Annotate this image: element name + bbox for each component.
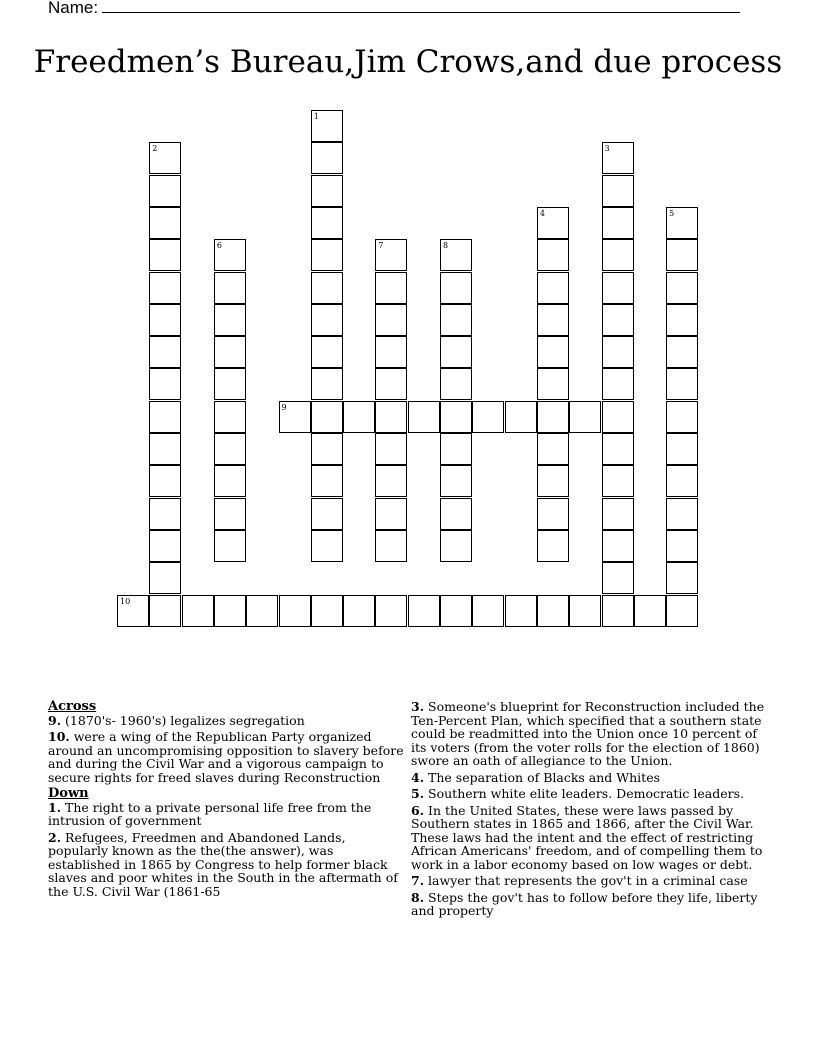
grid-cell[interactable]	[440, 433, 472, 465]
down-clue	[411, 771, 771, 785]
grid-cell[interactable]	[375, 272, 407, 304]
down-clue	[411, 787, 771, 801]
grid-cell[interactable]	[440, 304, 472, 336]
grid-cell[interactable]	[569, 401, 601, 433]
grid-cell[interactable]	[472, 401, 504, 433]
grid-cell[interactable]	[537, 401, 569, 433]
clue-number: 8.	[411, 889, 425, 905]
grid-cell[interactable]	[666, 304, 698, 336]
cell-number: 5	[669, 208, 675, 218]
grid-cell[interactable]	[440, 239, 472, 271]
grid-cell[interactable]	[666, 465, 698, 497]
grid-cell[interactable]	[311, 239, 343, 271]
grid-cell[interactable]	[149, 498, 181, 530]
across-heading: Across	[48, 699, 97, 714]
grid-cell[interactable]	[472, 595, 504, 627]
grid-cell[interactable]	[440, 272, 472, 304]
grid-cell[interactable]	[408, 401, 440, 433]
cell-number: 2	[152, 144, 158, 154]
grid-cell[interactable]	[149, 336, 181, 368]
cell-number: 4	[539, 208, 545, 218]
grid-cell[interactable]	[149, 562, 181, 594]
grid-cell[interactable]	[505, 401, 537, 433]
grid-cell[interactable]	[375, 595, 407, 627]
grid-cell[interactable]	[375, 530, 407, 562]
grid-cell[interactable]	[311, 498, 343, 530]
grid-cell[interactable]	[537, 530, 569, 562]
across-clue	[48, 730, 408, 784]
grid-cell[interactable]	[375, 336, 407, 368]
grid-cell[interactable]	[666, 498, 698, 530]
clue-number: 9.	[48, 712, 62, 728]
grid-cell[interactable]	[246, 595, 278, 627]
grid-cell[interactable]	[666, 433, 698, 465]
grid-cell[interactable]	[311, 142, 343, 174]
clue-text: lawyer that represents the gov't in a criminal case	[428, 873, 748, 888]
grid-cell[interactable]	[537, 304, 569, 336]
grid-cell[interactable]	[149, 595, 181, 627]
clues-left-column	[48, 700, 408, 901]
grid-cell[interactable]	[666, 207, 698, 239]
grid-cell[interactable]	[537, 465, 569, 497]
grid-cell[interactable]	[537, 498, 569, 530]
grid-cell[interactable]	[311, 368, 343, 400]
grid-cell[interactable]	[602, 465, 634, 497]
cell-number: 1	[313, 112, 319, 121]
grid-cell[interactable]	[602, 595, 634, 627]
grid-cell[interactable]	[408, 595, 440, 627]
grid-cell[interactable]	[634, 595, 666, 627]
clue-number: 10.	[48, 729, 70, 744]
page-title: Freedmen’s Bureau,Jim Crows,and due process	[33, 44, 783, 80]
grid-cell[interactable]	[149, 433, 181, 465]
clue-text: Steps the gov't has to follow before they life, liberty and property	[411, 889, 758, 918]
grid-cell[interactable]	[440, 465, 472, 497]
grid-cell[interactable]	[375, 401, 407, 433]
grid-cell[interactable]	[311, 401, 343, 433]
grid-cell[interactable]	[666, 530, 698, 562]
grid-cell[interactable]	[311, 433, 343, 465]
cell-number: 8	[443, 241, 449, 251]
grid-cell[interactable]	[214, 498, 246, 530]
grid-cell[interactable]	[214, 368, 246, 400]
grid-cell[interactable]	[214, 239, 246, 271]
grid-cell[interactable]	[343, 595, 375, 627]
grid-cell[interactable]	[666, 336, 698, 368]
grid-cell[interactable]	[440, 336, 472, 368]
down-heading: Down	[48, 786, 89, 801]
grid-cell[interactable]	[602, 368, 634, 400]
clue-number: 6.	[411, 802, 425, 818]
grid-cell[interactable]	[440, 595, 472, 627]
grid-cell[interactable]	[149, 207, 181, 239]
grid-cell[interactable]	[602, 336, 634, 368]
clue-number: 5.	[411, 786, 425, 801]
grid-cell[interactable]	[279, 401, 311, 433]
grid-cell[interactable]	[214, 465, 246, 497]
grid-cell[interactable]	[311, 465, 343, 497]
grid-cell[interactable]	[375, 498, 407, 530]
grid-cell[interactable]	[375, 465, 407, 497]
cell-number: 9	[281, 402, 287, 412]
grid-cell[interactable]	[182, 595, 214, 627]
grid-cell[interactable]	[440, 530, 472, 562]
grid-cell[interactable]	[602, 207, 634, 239]
down-clue	[411, 891, 771, 918]
grid-cell[interactable]	[537, 368, 569, 400]
grid-cell[interactable]	[149, 175, 181, 207]
grid-cell[interactable]	[214, 433, 246, 465]
clue-number: 7.	[411, 873, 425, 888]
grid-cell[interactable]	[149, 401, 181, 433]
grid-cell[interactable]	[311, 272, 343, 304]
grid-cell[interactable]	[311, 336, 343, 368]
grid-cell[interactable]	[214, 304, 246, 336]
down-clue	[411, 700, 771, 768]
grid-cell[interactable]	[343, 401, 375, 433]
cell-number: 6	[216, 241, 222, 251]
grid-cell[interactable]	[537, 207, 569, 239]
grid-cell[interactable]	[666, 401, 698, 433]
grid-cell[interactable]	[569, 595, 601, 627]
clue-text: were a wing of the Republican Party organized around an uncompromising opposition to slavery before and during the Civil War and a vigorous campaign to secure rights for freed slaves during Reconstruction	[48, 729, 404, 785]
grid-cell[interactable]	[602, 175, 634, 207]
clue-number: 1.	[48, 799, 62, 815]
grid-cell[interactable]	[602, 562, 634, 594]
clue-text: The right to a private personal life free from the intrusion of government	[48, 799, 372, 828]
grid-cell[interactable]	[666, 368, 698, 400]
clues-right-column	[411, 700, 771, 921]
grid-cell[interactable]	[537, 239, 569, 271]
clue-text: Someone's blueprint for Reconstruction included the Ten-Percent Plan, which specified that a southern state could be readmitted into the Union once 10 percent of its voters (from the voter rolls for the election of 1860) swore an oath of allegiance to the Union.	[411, 699, 765, 768]
grid-cell[interactable]	[440, 498, 472, 530]
grid-cell[interactable]	[311, 304, 343, 336]
grid-cell[interactable]	[602, 142, 634, 174]
grid-cell[interactable]	[279, 595, 311, 627]
grid-cell[interactable]	[149, 142, 181, 174]
grid-cell[interactable]	[375, 304, 407, 336]
grid-cell[interactable]	[666, 562, 698, 594]
grid-cell[interactable]	[666, 595, 698, 627]
clue-number: 3.	[411, 699, 425, 714]
grid-cell[interactable]	[149, 465, 181, 497]
down-clue	[48, 801, 408, 828]
grid-cell[interactable]	[602, 498, 634, 530]
grid-cell[interactable]	[602, 304, 634, 336]
cell-number: 10	[120, 596, 131, 606]
grid-cell[interactable]	[602, 239, 634, 271]
grid-cell[interactable]	[311, 530, 343, 562]
clue-number: 4.	[411, 769, 425, 785]
grid-cell[interactable]	[537, 336, 569, 368]
grid-cell[interactable]	[602, 433, 634, 465]
grid-cell[interactable]	[311, 595, 343, 627]
down-clue	[411, 804, 771, 872]
grid-cell[interactable]	[311, 175, 343, 207]
grid-cell[interactable]	[666, 272, 698, 304]
cell-number: 7	[378, 241, 384, 251]
clue-text: Southern white elite leaders. Democratic leaders.	[428, 786, 745, 801]
grid-cell[interactable]	[666, 239, 698, 271]
grid-cell[interactable]	[149, 304, 181, 336]
grid-cell[interactable]	[440, 401, 472, 433]
grid-cell[interactable]	[149, 272, 181, 304]
grid-cell[interactable]	[214, 272, 246, 304]
grid-cell[interactable]	[602, 272, 634, 304]
grid-cell[interactable]	[537, 433, 569, 465]
clue-text: The separation of Blacks and Whites	[428, 769, 661, 785]
grid-cell[interactable]	[149, 530, 181, 562]
grid-cell[interactable]	[375, 433, 407, 465]
grid-cell[interactable]	[505, 595, 537, 627]
clue-number: 2.	[48, 829, 62, 845]
cell-number: 3	[604, 144, 610, 154]
grid-cell[interactable]	[537, 595, 569, 627]
grid-cell[interactable]	[214, 595, 246, 627]
grid-cell[interactable]	[375, 239, 407, 271]
across-clue	[48, 714, 408, 728]
clue-text: Refugees, Freedmen and Abandoned Lands, popularly known as the the(the answer), was established in 1865 by Congress to help former black slaves and poor whites in the South in the aftermath of the U.S. Civil War (1861-65	[48, 829, 398, 899]
grid-cell[interactable]	[537, 272, 569, 304]
grid-cell[interactable]	[117, 595, 149, 627]
grid-cell[interactable]	[375, 368, 407, 400]
grid-cell[interactable]	[602, 401, 634, 433]
grid-cell[interactable]	[214, 401, 246, 433]
grid-cell[interactable]	[311, 110, 343, 142]
grid-cell[interactable]	[214, 530, 246, 562]
clue-text: (1870's- 1960's) legalizes segregation	[65, 712, 305, 728]
down-clue	[48, 831, 408, 899]
grid-cell[interactable]	[602, 530, 634, 562]
grid-cell[interactable]	[149, 368, 181, 400]
grid-cell[interactable]	[440, 368, 472, 400]
grid-cell[interactable]	[214, 336, 246, 368]
name-label: Name:	[48, 0, 99, 17]
grid-cell[interactable]	[149, 239, 181, 271]
clue-text: In the United States, these were laws passed by Southern states in 1865 and 1866, after the Civil War. These laws had the intent and the effect of restricting African Americans' freedom, and of compelling them to work in a labor economy based on low wages or debt.	[411, 802, 763, 872]
grid-cell[interactable]	[311, 207, 343, 239]
down-clue	[411, 874, 771, 888]
